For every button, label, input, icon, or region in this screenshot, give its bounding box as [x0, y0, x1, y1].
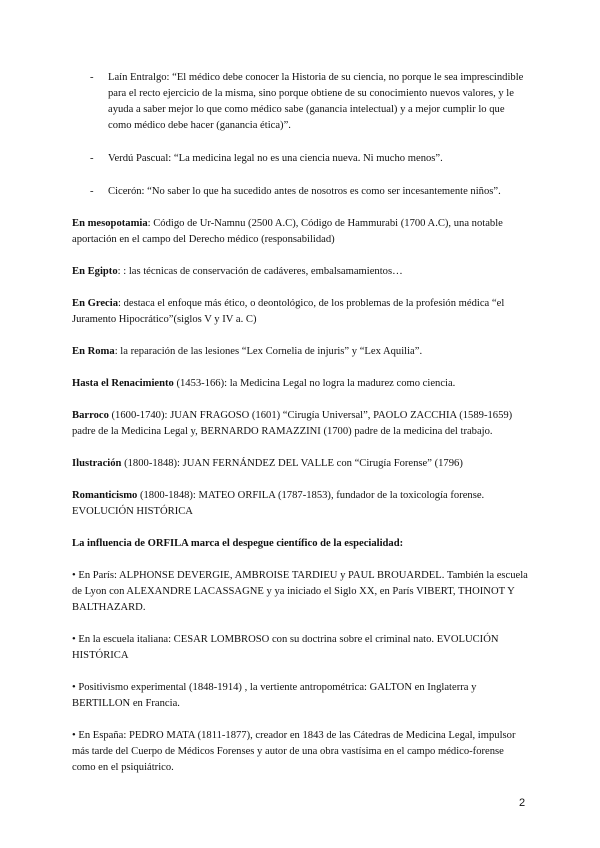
section-barroco	[72, 408, 530, 440]
section-label: En Grecia	[72, 298, 119, 309]
section-text: : Código de Ur-Namnu (2500 A.C), Código de Hammurabi (1700 A.C), una notable aportación en el campo del Derecho médico (responsabilidad)	[72, 218, 503, 245]
quote-item	[90, 70, 530, 134]
section-text: (1800-1848): MATEO ORFILA (1787-1853), fundador de la toxicología forense. EVOLUCIÓN HISTÓRICA	[72, 490, 485, 517]
section-mesopotamia	[72, 216, 530, 248]
section-text: : : las técnicas de conservación de cadáveres, embalsamamientos…	[117, 266, 403, 277]
list-dash: -	[90, 72, 94, 83]
section-text: : la reparación de las lesiones “Lex Cornelia de injuris” y “Lex Aquilia”.	[114, 346, 423, 357]
section-egipto	[72, 264, 530, 280]
quote-text: Verdú Pascual: “La medicina legal no es una ciencia nueva. Ni mucho menos”.	[108, 153, 443, 164]
quotes-list	[90, 70, 530, 217]
section-text: (1800-1848): JUAN FERNÁNDEZ DEL VALLE con “Cirugía Forense” (1796)	[121, 458, 463, 469]
quote-text: Laín Entralgo: “El médico debe conocer la Historia de su ciencia, no porque le sea imprescindible para el recto ejercicio de la misma, sino porque obtiene de su conocimiento nuevos valores, y le ayuda a saber mejor lo que como médico sabe (ganancia intelectual) y a mejor cumplir lo que como médico debe hacer (ganancia ética)”.	[108, 72, 524, 131]
section-label: En mesopotamia	[72, 218, 148, 229]
section-renacimiento	[72, 376, 530, 392]
bullet-item: • En la escuela italiana: CESAR LOMBROSO con su doctrina sobre el criminal nato. EVOLUCIÓN HISTÓRICA	[72, 634, 499, 661]
section-label: Barroco	[72, 410, 109, 421]
list-dash: -	[90, 186, 94, 197]
section-roma	[72, 344, 530, 360]
page-number: 2	[519, 797, 526, 809]
section-ilustracion	[72, 456, 530, 472]
section-label: Hasta el Renacimiento	[72, 378, 174, 389]
section-label: Romanticismo	[72, 490, 138, 501]
section-romanticismo	[72, 488, 530, 520]
list-dash: -	[90, 153, 94, 164]
section-heading: La influencia de ORFILA marca el despegue científico de la especialidad:	[72, 538, 404, 549]
section-grecia	[72, 296, 530, 328]
section-text: (1600-1740): JUAN FRAGOSO (1601) “Cirugía Universal”, PAOLO ZACCHIA (1589-1659) padre de la Medicina Legal y, BERNARDO RAMAZZINI (1700) padre de la medicina del trabajo.	[72, 410, 513, 437]
section-label: Ilustración	[72, 458, 122, 469]
bullet-item: • En París: ALPHONSE DEVERGIE, AMBROISE TARDIEU y PAUL BROUARDEL. También la escuela de Lyon con ALEXANDRE LACASSAGNE y ya iniciado el Siglo XX, en París VIBERT, THOINOT Y BALTHAZARD.	[72, 570, 528, 613]
quote-item	[90, 151, 530, 167]
section-text: (1453-166): la Medicina Legal no logra la madurez como ciencia.	[173, 378, 456, 389]
section-text: : destaca el enfoque más ético, o deontológico, de los problemas de la profesión médica “el Juramento Hipocrático”(siglos V y IV a. C)	[72, 298, 505, 325]
section-label: En Egipto	[72, 266, 118, 277]
quote-item	[90, 184, 530, 200]
section-label: En Roma	[72, 346, 115, 357]
bullet-item: • En España: PEDRO MATA (1811-1877), creador en 1843 de las Cátedras de Medicina Legal, impulsor más tarde del Cuerpo de Médicos Forenses y autor de una obra vastísima en el campo médico-forense como en el psiquiátrico.	[72, 730, 516, 773]
bullet-item: • Positivismo experimental (1848-1914) , la vertiente antropométrica: GALTON en Inglaterra y BERTILLON en Francia.	[72, 682, 477, 709]
document-body	[72, 216, 530, 792]
quote-text: Cicerón: “No saber lo que ha sucedido antes de nosotros es como ser incesantemente niños”.	[108, 186, 501, 197]
